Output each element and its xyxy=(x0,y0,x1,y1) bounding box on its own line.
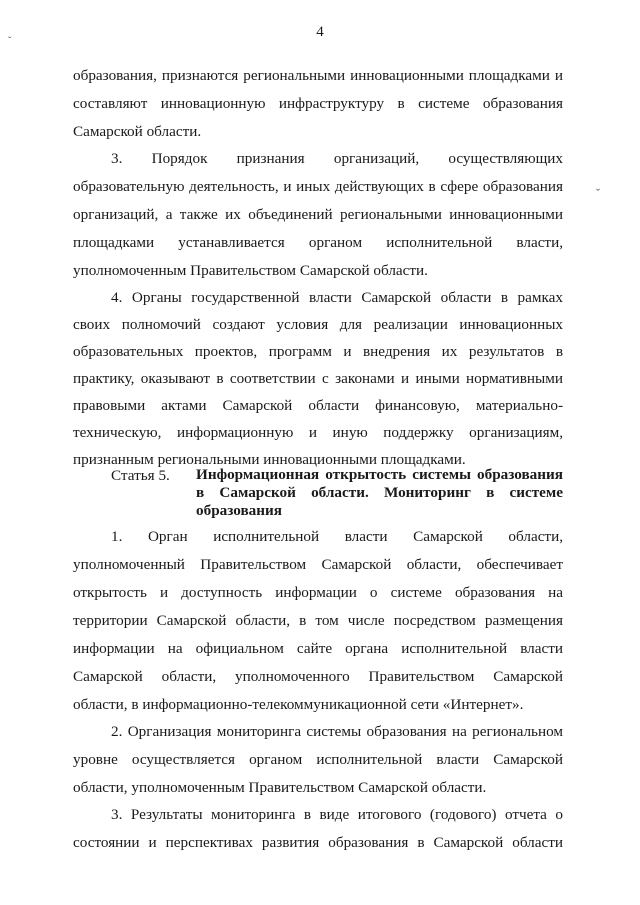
article-title-line: Информационная открытость системы образования xyxy=(196,466,563,483)
paragraph-line: территории Самарской области, в том числе посредством размещения xyxy=(73,612,563,629)
paragraph-line: Самарской области, уполномоченного Правительством Самарской xyxy=(73,668,563,685)
paragraph-line: образовательную деятельность, и иных действующих в сфере образования xyxy=(73,178,563,195)
paragraph-line: уполномоченным Правительством Самарской области. xyxy=(73,262,428,279)
paragraph-line: информации на официальном сайте органа исполнительной власти xyxy=(73,640,563,657)
scan-speck: ˇ xyxy=(596,186,600,200)
paragraph-line: правовыми актами Самарской области финансовую, материально- xyxy=(73,397,563,414)
paragraph-line: 3. Порядок признания организаций, осуществляющих xyxy=(111,150,563,167)
paragraph-line: образовательных проектов, программ и внедрения их результатов в xyxy=(73,343,563,360)
paragraph-line: 1. Орган исполнительной власти Самарской области, xyxy=(111,528,563,545)
article-title-line: в Самарской области. Мониторинг в системе xyxy=(196,484,563,501)
paragraph-line: Самарской области. xyxy=(73,123,202,140)
paragraph-line: уполномоченный Правительством Самарской области, обеспечивает xyxy=(73,556,563,573)
paragraph-line: образования, признаются региональными инновационными площадками и xyxy=(73,67,563,84)
paragraph-line: состоянии и перспективах развития образования в Самарской области xyxy=(73,834,563,851)
paragraph-line: признанным региональными инновационными площадками. xyxy=(73,451,466,468)
paragraph-line: составляют инновационную инфраструктуру в системе образования xyxy=(73,95,563,112)
paragraph-line: области, уполномоченным Правительством Самарской области. xyxy=(73,779,487,796)
paragraph-line: своих полномочий создают условия для реализации инновационных xyxy=(73,316,563,333)
paragraph-line: 3. Результаты мониторинга в виде итогового (годового) отчета о xyxy=(111,806,563,823)
paragraph-line: практику, оказывают в соответствии с законами и иными нормативными xyxy=(73,370,563,387)
paragraph-line: 2. Организация мониторинга системы образования на региональном xyxy=(111,723,563,740)
paragraph-line: 4. Органы государственной власти Самарской области в рамках xyxy=(111,289,563,306)
paragraph-line: организаций, а также их объединений региональными инновационными xyxy=(73,206,563,223)
paragraph-line: уровне осуществляется органом исполнительной власти Самарской xyxy=(73,751,563,768)
paragraph-line: техническую, информационную и иную поддержку организациям, xyxy=(73,424,563,441)
paragraph-line: области, в информационно-телекоммуникационной сети «Интернет». xyxy=(73,696,524,713)
article-number: Статья 5. xyxy=(111,467,170,484)
scan-speck: ˇ xyxy=(8,36,12,47)
paragraph-line: открытость и доступность информации о системе образования на xyxy=(73,584,563,601)
page-number: 4 xyxy=(316,24,324,40)
paragraph-line: площадками устанавливается органом исполнительной власти, xyxy=(73,234,563,251)
article-title-line: образования xyxy=(196,502,282,519)
